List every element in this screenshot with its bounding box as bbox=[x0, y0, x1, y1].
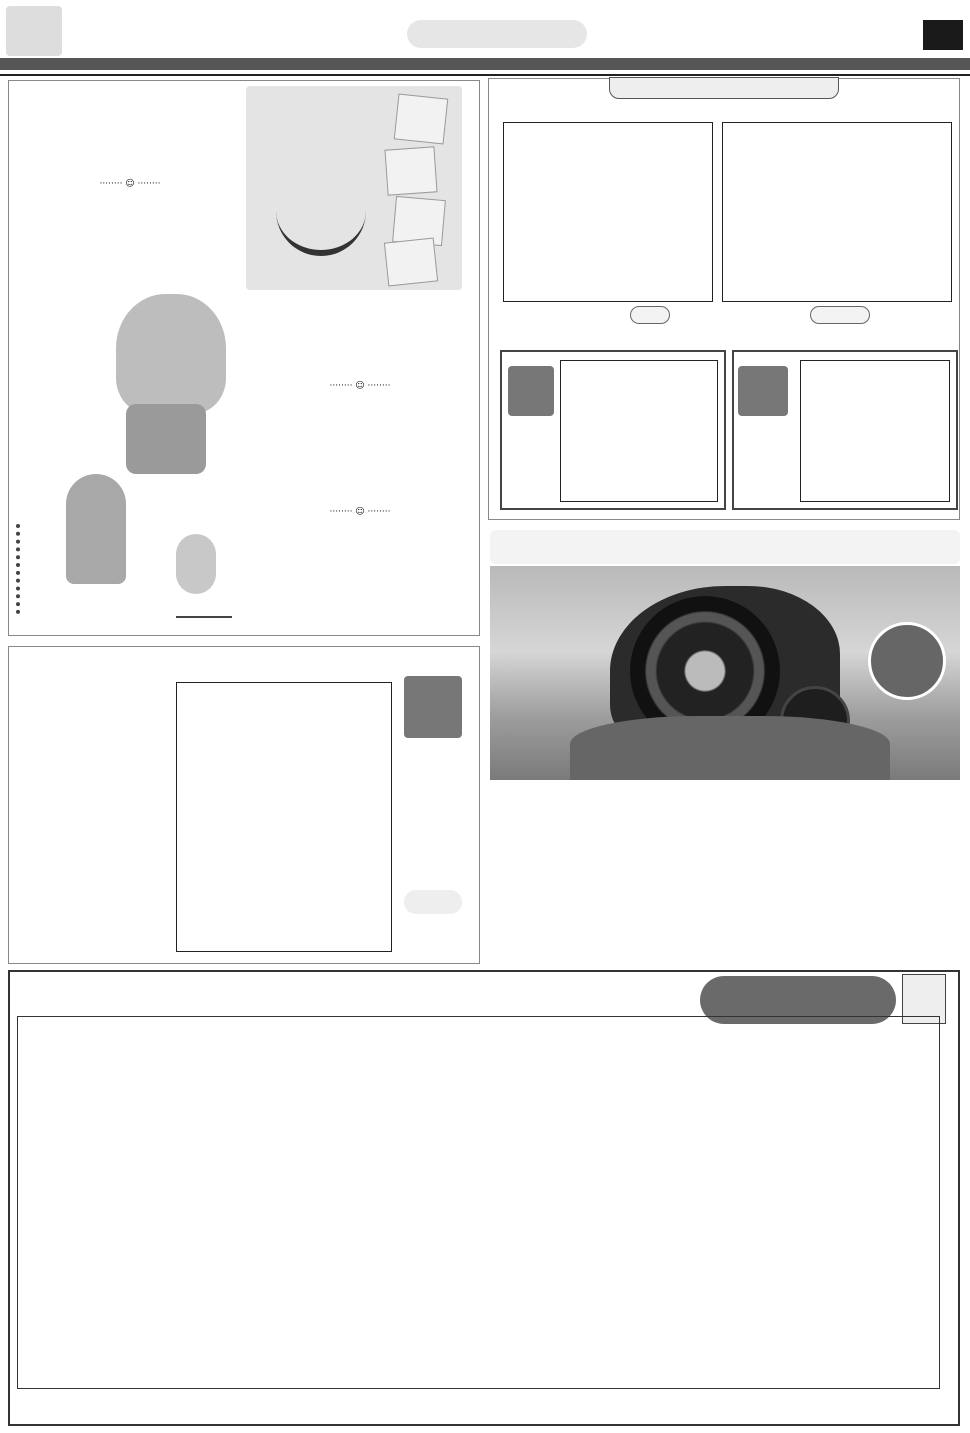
number-puzzle-list bbox=[14, 682, 170, 960]
answers-label-vizhe bbox=[630, 306, 670, 324]
kakuro-grid bbox=[800, 360, 950, 502]
women-badge bbox=[868, 622, 946, 700]
page-number bbox=[923, 20, 963, 50]
cartoon-legs bbox=[126, 404, 206, 474]
sticky-note-4 bbox=[384, 238, 438, 287]
rock-shape bbox=[570, 716, 890, 780]
header-rule bbox=[0, 74, 970, 76]
kakuro-tag bbox=[738, 366, 788, 416]
answers-label-middle bbox=[660, 306, 810, 324]
photo-article-left bbox=[500, 784, 726, 964]
answers-label-adi bbox=[810, 306, 870, 324]
number-puzzle-tag bbox=[404, 676, 462, 738]
number-puzzle-number bbox=[404, 890, 462, 914]
answer-grid-adi bbox=[722, 122, 952, 302]
cartoon-big-man bbox=[116, 294, 226, 414]
smiley-divider-1: ········ ☺ ········ bbox=[99, 179, 161, 189]
newspaper-strip bbox=[0, 58, 970, 70]
answer-grid-vizhe bbox=[503, 122, 713, 302]
photo-headline bbox=[490, 530, 960, 564]
page-header bbox=[0, 0, 970, 76]
cartoon-credit bbox=[176, 616, 232, 618]
abjad-grid bbox=[560, 360, 718, 502]
logo bbox=[6, 6, 62, 56]
smile-station-art bbox=[246, 86, 462, 290]
answers-title bbox=[609, 77, 839, 99]
abjad-tag bbox=[508, 366, 554, 416]
crossword-question bbox=[17, 1392, 940, 1420]
sticky-note-1 bbox=[394, 94, 449, 145]
section-title bbox=[407, 20, 587, 48]
smiley-divider-2: ········ ☺ ········ bbox=[329, 381, 391, 391]
number-chain-grid bbox=[176, 682, 392, 952]
smiley-divider-3: ········ ☺ ········ bbox=[329, 507, 391, 517]
photo-article-right bbox=[732, 784, 958, 964]
crossword-grid-frame bbox=[17, 1016, 940, 1389]
sticky-note-2 bbox=[384, 146, 437, 195]
cartoon-child bbox=[176, 534, 216, 594]
big-smile-icon bbox=[276, 196, 366, 256]
cartoon-art bbox=[16, 284, 236, 630]
cartoon-footprints bbox=[16, 524, 76, 614]
